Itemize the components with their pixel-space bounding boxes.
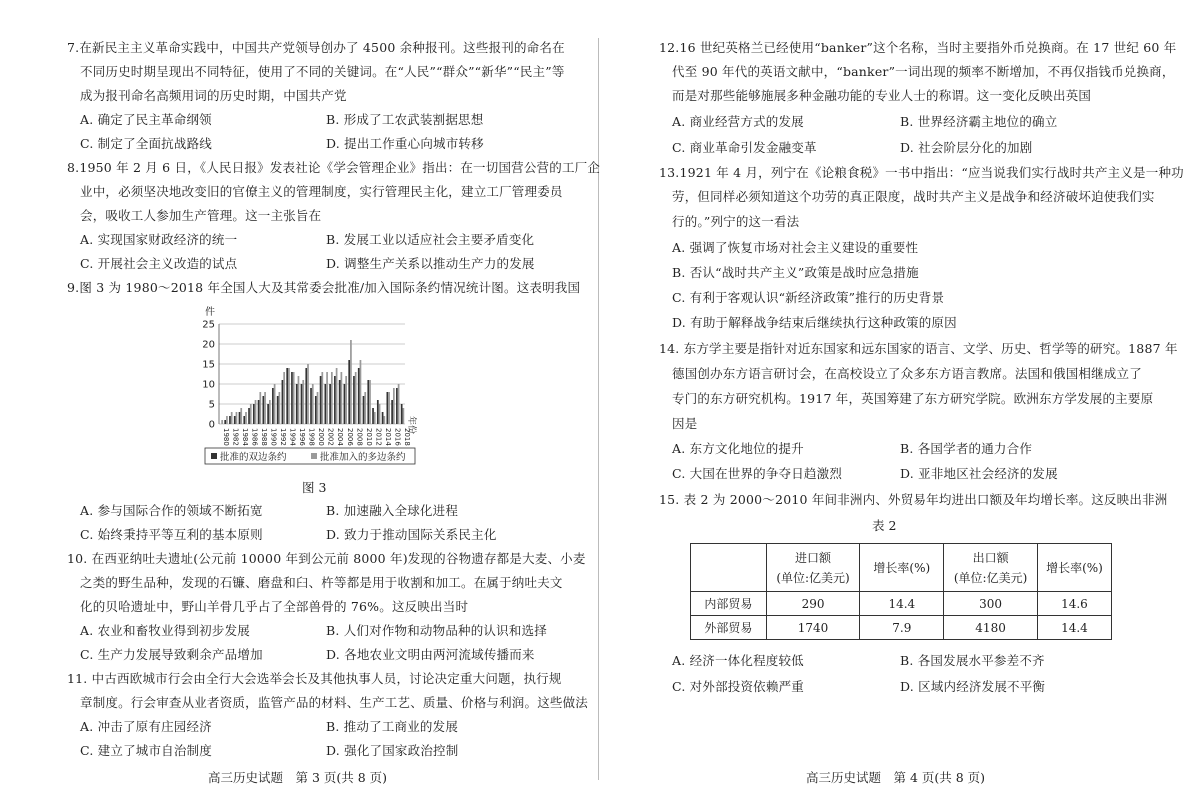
q13-option-b: B. 否认“战时共产主义”政策是战时应急措施 bbox=[672, 265, 919, 280]
bar-bilateral bbox=[353, 376, 355, 424]
bar-bilateral bbox=[310, 388, 312, 424]
bar-bilateral bbox=[282, 380, 284, 424]
x-tick-label: 1990 bbox=[269, 428, 278, 446]
bar-bilateral bbox=[272, 388, 274, 424]
bar-bilateral bbox=[396, 388, 398, 424]
bar-multilateral bbox=[293, 372, 295, 424]
header-import-unit: (单位:亿美元) bbox=[776, 570, 850, 585]
q13-line: 劳，但同样必须知道这个功劳的真正限度，战时共产主义是战争和经济破坏迫使我们实 bbox=[672, 189, 1155, 204]
q15-option-d: D. 区域内经济发展不平衡 bbox=[900, 679, 1046, 694]
table-header-row bbox=[691, 544, 1112, 592]
bar-multilateral bbox=[374, 412, 376, 424]
table-header-import-growth bbox=[860, 544, 944, 592]
q7-option-b: B. 形成了工农武装割据思想 bbox=[326, 112, 484, 127]
q10-line: 10. 在西亚纳吐夫遗址(公元前 10000 年到公元前 8000 年)发现的谷物遗存都是大麦、小麦 bbox=[67, 551, 586, 566]
bar-bilateral bbox=[344, 384, 346, 424]
q12-option-a: A. 商业经营方式的发展 bbox=[672, 114, 804, 129]
bar-multilateral bbox=[269, 400, 271, 424]
bar-multilateral bbox=[317, 392, 319, 424]
bar-bilateral bbox=[315, 396, 317, 424]
q13-line: 行的。”列宁的这一看法 bbox=[672, 214, 800, 229]
x-tick-label: 1998 bbox=[307, 428, 316, 446]
bar-bilateral bbox=[377, 400, 379, 424]
table-cell: 14.4 bbox=[860, 592, 944, 616]
q8-option-a: A. 实现国家财政经济的统一 bbox=[80, 232, 238, 247]
x-tick-label: 2008 bbox=[355, 428, 364, 446]
bar-multilateral bbox=[298, 376, 300, 424]
bar-multilateral bbox=[331, 372, 333, 424]
header-export-unit: (单位:亿美元) bbox=[953, 570, 1028, 585]
x-tick-label: 1986 bbox=[250, 428, 259, 446]
q10-option-c: C. 生产力发展导致剩余产品增加 bbox=[80, 647, 263, 662]
bar-multilateral bbox=[307, 364, 309, 424]
table-header-import bbox=[766, 544, 860, 592]
q8-line: 8.1950 年 2 月 6 日，《人民日报》发表社论《学会管理企业》指出：在一切国营公营的工厂企 bbox=[67, 160, 601, 175]
table-cell: 14.4 bbox=[1037, 616, 1111, 640]
q10-line: 之类的野生品种，发现的石镰、磨盘和臼、杵等都是用于收割和加工。在属于纳吐夫文 bbox=[80, 575, 563, 590]
q9-option-a: A. 参与国际合作的领域不断拓宽 bbox=[80, 503, 263, 518]
q9-option-b: B. 加速融入全球化进程 bbox=[326, 503, 459, 518]
bar-bilateral bbox=[296, 384, 298, 424]
q15-option-b: B. 各国发展水平参差不齐 bbox=[900, 653, 1045, 668]
x-tick-label: 2018 bbox=[403, 428, 411, 446]
bar-multilateral bbox=[383, 416, 385, 424]
x-tick-label: 1980 bbox=[221, 428, 230, 446]
q14-option-d: D. 亚非地区社会经济的发展 bbox=[900, 466, 1058, 481]
bar-bilateral bbox=[324, 384, 326, 424]
x-tick-label: 2006 bbox=[345, 428, 354, 446]
header-import-label: 进口额 bbox=[795, 550, 832, 565]
q8-option-c: C. 开展社会主义改造的试点 bbox=[80, 256, 238, 271]
q11-option-c: C. 建立了城市自治制度 bbox=[80, 743, 212, 758]
q15-option-c: C. 对外部投资依赖严重 bbox=[672, 679, 804, 694]
q9-line: 9.图 3 为 1980～2018 年全国人大及其常委会批准/加入国际条约情况统计图。这表明我国 bbox=[67, 280, 581, 295]
q13-option-c: C. 有利于客观认识“新经济政策”推行的历史背景 bbox=[672, 290, 945, 305]
q8-option-d: D. 调整生产关系以推动生产力的发展 bbox=[326, 256, 535, 271]
x-tick-label: 2000 bbox=[317, 428, 326, 446]
bar-bilateral bbox=[386, 392, 388, 424]
table-header-blank bbox=[691, 544, 767, 592]
bar-bilateral bbox=[291, 372, 293, 424]
y-tick-label: 10 bbox=[202, 379, 215, 391]
page-footer-right: 高三历史试题 第 4 页(共 8 页) bbox=[806, 770, 986, 785]
q12-option-b: B. 世界经济霸主地位的确立 bbox=[900, 114, 1058, 129]
q12-line: 12.16 世纪英格兰已经使用“banker”这个名称，当时主要指外币兑换商。在 17 世纪 60 年 bbox=[659, 40, 1177, 55]
header-export-growth-label: 增长率(%) bbox=[1046, 560, 1103, 575]
bar-multilateral bbox=[221, 420, 223, 424]
q11-option-b: B. 推动了工商业的发展 bbox=[326, 719, 459, 734]
bar-multilateral bbox=[279, 392, 281, 424]
bar-bilateral bbox=[320, 376, 322, 424]
y-tick-label: 5 bbox=[208, 399, 215, 411]
x-tick-label: 2012 bbox=[374, 428, 383, 446]
x-tick-label: 1988 bbox=[259, 428, 268, 446]
table-cell: 300 bbox=[944, 592, 1038, 616]
table-cell: 外部贸易 bbox=[691, 616, 767, 640]
header-export-label: 出口额 bbox=[972, 550, 1009, 565]
q8-line: 会，吸收工人参加生产管理。这一主张旨在 bbox=[80, 208, 322, 223]
bar-bilateral bbox=[229, 416, 231, 424]
q14-line: 因是 bbox=[672, 416, 698, 431]
q10-line: 化的贝哈遗址中，野山羊骨几乎占了全部兽骨的 76%。这反映出当时 bbox=[80, 599, 469, 614]
x-tick-label: 2002 bbox=[326, 428, 335, 446]
bar-multilateral bbox=[364, 392, 366, 424]
bar-bilateral bbox=[248, 408, 250, 424]
bar-multilateral bbox=[321, 372, 323, 424]
bar-bilateral bbox=[401, 404, 403, 424]
bar-multilateral bbox=[341, 372, 343, 424]
q14-option-a: A. 东方文化地位的提升 bbox=[672, 441, 804, 456]
table-row bbox=[691, 616, 1112, 640]
table-header-export bbox=[944, 544, 1038, 592]
bar-multilateral bbox=[388, 392, 390, 424]
q14-line: 14. 东方学主要是指针对近东国家和远东国家的语言、文学、历史、哲学等的研究。1887 年 bbox=[659, 341, 1178, 356]
bar-bilateral bbox=[301, 384, 303, 424]
table-row bbox=[691, 592, 1112, 616]
q7-line: 7.在新民主主义革命实践中，中国共产党领导创办了 4500 余种报刊。这些报刊的命名在 bbox=[67, 40, 565, 55]
q7-line: 不同历史时期呈现出不同特征，使用了不同的关键词。在“人民”“群众”“新华”“民主”等 bbox=[80, 64, 565, 79]
q12-line: 而是对那些能够施展多种金融功能的专业人士的称谓。这一变化反映出英国 bbox=[672, 88, 1092, 103]
bar-bilateral bbox=[305, 368, 307, 424]
table-cell: 内部贸易 bbox=[691, 592, 767, 616]
bar-multilateral bbox=[360, 360, 362, 424]
q10-option-b: B. 人们对作物和动物品种的认识和选择 bbox=[326, 623, 547, 638]
q10-option-a: A. 农业和畜牧业得到初步发展 bbox=[80, 623, 250, 638]
bar-bilateral bbox=[234, 416, 236, 424]
chart-y-axis-label: 件 bbox=[205, 307, 215, 318]
bar-bilateral bbox=[286, 368, 288, 424]
q11-line: 11. 中古西欧城市行会由全行大会选举会长及其他执事人员，讨论决定重大问题，执行规 bbox=[67, 671, 562, 686]
q12-option-c: C. 商业革命引发金融变革 bbox=[672, 140, 817, 155]
x-tick-label: 1994 bbox=[288, 428, 297, 446]
q7-option-c: C. 制定了全面抗战路线 bbox=[80, 136, 212, 151]
q13-option-a: A. 强调了恢复市场对社会主义建设的重要性 bbox=[672, 240, 919, 255]
x-tick-label: 1996 bbox=[298, 428, 307, 446]
q9-option-d: D. 致力于推动国际关系民主化 bbox=[326, 527, 497, 542]
bar-bilateral bbox=[382, 412, 384, 424]
bar-bilateral bbox=[262, 396, 264, 424]
bar-multilateral bbox=[245, 412, 247, 424]
table-cell: 4180 bbox=[944, 616, 1038, 640]
table-header-export-growth bbox=[1037, 544, 1111, 592]
bar-bilateral bbox=[339, 380, 341, 424]
page-footer-left: 高三历史试题 第 3 页(共 8 页) bbox=[208, 770, 388, 785]
q7-line: 成为报刊命名高频用词的历史时期，中国共产党 bbox=[80, 88, 347, 103]
bar-bilateral bbox=[258, 400, 260, 424]
bar-multilateral bbox=[350, 340, 352, 424]
q12-option-d: D. 社会阶层分化的加剧 bbox=[900, 140, 1033, 155]
figure-caption: 图 3 bbox=[302, 480, 327, 495]
x-tick-label: 1984 bbox=[240, 428, 249, 446]
bar-multilateral bbox=[255, 400, 257, 424]
q11-option-d: D. 强化了国家政治控制 bbox=[326, 743, 459, 758]
bar-multilateral bbox=[379, 404, 381, 424]
x-tick-label: 2016 bbox=[393, 428, 402, 446]
legend-swatch bbox=[211, 453, 217, 459]
q13-option-d: D. 有助于解释战争结束后继续执行这种政策的原因 bbox=[672, 315, 957, 330]
bar-multilateral bbox=[369, 380, 371, 424]
bar-bilateral bbox=[348, 360, 350, 424]
table-cell: 14.6 bbox=[1037, 592, 1111, 616]
q14-line: 德国创办东方语言研讨会，在高校设立了众多东方语言教席。法国和俄国相继成立了 bbox=[672, 366, 1142, 381]
table-cell: 290 bbox=[766, 592, 860, 616]
x-tick-label: 2004 bbox=[336, 428, 345, 446]
x-tick-label: 2014 bbox=[383, 428, 392, 446]
bar-multilateral bbox=[274, 384, 276, 424]
bar-bilateral bbox=[267, 404, 269, 424]
bar-bilateral bbox=[372, 408, 374, 424]
legend-swatch bbox=[311, 453, 317, 459]
bar-multilateral bbox=[236, 412, 238, 424]
q14-option-c: C. 大国在世界的争夺日趋激烈 bbox=[672, 466, 843, 481]
bar-multilateral bbox=[398, 384, 400, 424]
q14-line: 专门的东方研究机构。1917 年，英国筹建了东方研究学院。欧洲东方学发展的主要原 bbox=[672, 391, 1154, 406]
bar-bilateral bbox=[363, 396, 365, 424]
y-tick-label: 0 bbox=[208, 419, 215, 431]
q8-line: 业中，必须坚决地改变旧的官僚主义的管理制度，实行管理民主化，建立工厂管理委员 bbox=[80, 184, 563, 199]
x-tick-label: 2010 bbox=[364, 428, 373, 446]
table-caption: 表 2 bbox=[872, 518, 897, 533]
q14-option-b: B. 各国学者的通力合作 bbox=[900, 441, 1033, 456]
bar-multilateral bbox=[259, 392, 261, 424]
bar-multilateral bbox=[355, 372, 357, 424]
y-tick-label: 25 bbox=[202, 319, 215, 331]
q9-option-c: C. 始终秉持平等互利的基本原则 bbox=[80, 527, 263, 542]
table-cell: 7.9 bbox=[860, 616, 944, 640]
bar-multilateral bbox=[336, 368, 338, 424]
q15-option-a: A. 经济一体化程度较低 bbox=[672, 653, 804, 668]
q7-option-d: D. 提出工作重心向城市转移 bbox=[326, 136, 484, 151]
bar-bilateral bbox=[334, 376, 336, 424]
q13-line: 13.1921 年 4 月，列宁在《论粮食税》一书中指出：“应当说我们实行战时共产主义是一种功 bbox=[659, 165, 1184, 180]
chart-x-axis-label: 年份 bbox=[406, 416, 416, 435]
bar-bilateral bbox=[358, 368, 360, 424]
y-tick-label: 15 bbox=[202, 359, 215, 371]
bar-bilateral bbox=[367, 380, 369, 424]
bar-bilateral bbox=[391, 400, 393, 424]
bar-multilateral bbox=[403, 408, 405, 424]
bar-bilateral bbox=[253, 404, 255, 424]
bar-multilateral bbox=[326, 372, 328, 424]
q7-option-a: A. 确定了民主革命纲领 bbox=[80, 112, 212, 127]
bar-multilateral bbox=[288, 368, 290, 424]
q10-option-d: D. 各地农业文明由两河流域传播而来 bbox=[326, 647, 535, 662]
bar-multilateral bbox=[302, 380, 304, 424]
q8-option-b: B. 发展工业以适应社会主要矛盾变化 bbox=[326, 232, 535, 247]
bar-bilateral bbox=[329, 384, 331, 424]
legend-label: 批准加入的多边条约 bbox=[320, 452, 406, 463]
treaty-bar-chart bbox=[195, 300, 425, 470]
y-tick-label: 20 bbox=[202, 339, 215, 351]
bar-multilateral bbox=[264, 392, 266, 424]
q11-option-a: A. 冲击了原有庄园经济 bbox=[80, 719, 212, 734]
bar-bilateral bbox=[277, 396, 279, 424]
bar-bilateral bbox=[224, 420, 226, 424]
bar-multilateral bbox=[226, 416, 228, 424]
bar-multilateral bbox=[345, 376, 347, 424]
bar-multilateral bbox=[283, 372, 285, 424]
bar-bilateral bbox=[239, 412, 241, 424]
bar-multilateral bbox=[312, 384, 314, 424]
bar-bilateral bbox=[243, 416, 245, 424]
x-tick-label: 1982 bbox=[231, 428, 240, 446]
q15-line: 15. 表 2 为 2000～2010 年间非洲内、外贸易年均进出口额及年均增长率。这反映出非洲 bbox=[659, 492, 1168, 507]
legend-label: 批准的双边条约 bbox=[220, 452, 287, 463]
header-import-growth-label: 增长率(%) bbox=[873, 560, 931, 575]
q11-line: 章制度。行会审查从业者资质，监管产品的材料、生产工艺、质量、价格与利润。这些做法 bbox=[80, 695, 589, 710]
column-divider bbox=[598, 38, 599, 780]
bar-multilateral bbox=[231, 412, 233, 424]
x-tick-label: 1992 bbox=[279, 428, 287, 446]
bar-multilateral bbox=[393, 388, 395, 424]
q12-line: 代至 90 年代的英语文献中，“banker”一词出现的频率不断增加，不再仅指钱币兑换商， bbox=[672, 64, 1175, 79]
trade-table bbox=[690, 543, 1112, 640]
table-cell: 1740 bbox=[766, 616, 860, 640]
bar-multilateral bbox=[250, 404, 252, 424]
bar-multilateral bbox=[240, 408, 242, 424]
